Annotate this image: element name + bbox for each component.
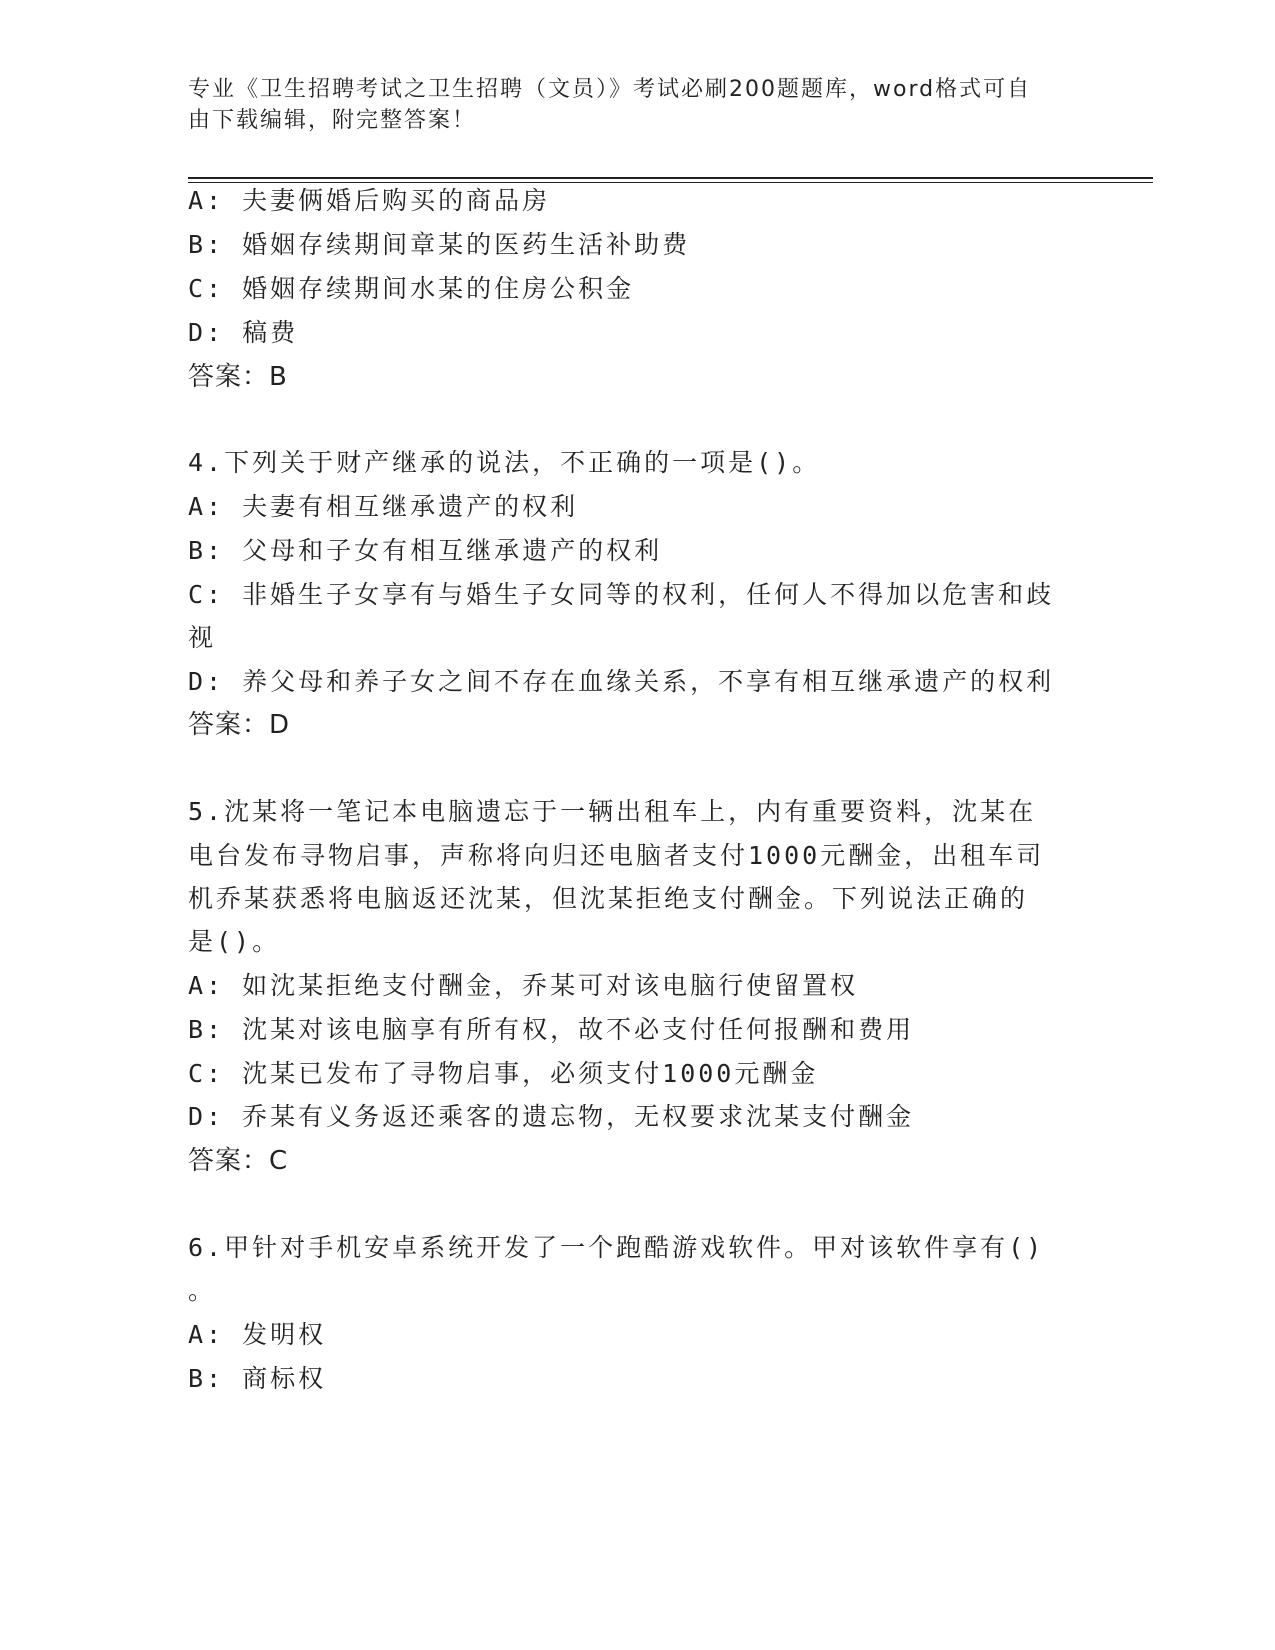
- q5-stem-line-1: 5.沈某将一笔记本电脑遗忘于一辆出租车上，内有重要资料，沈某在: [188, 797, 1037, 826]
- q4-stem: 4.下列关于财产继承的说法，不正确的一项是()。: [188, 448, 821, 477]
- document-header: [188, 74, 1068, 136]
- q5-answer: 答案：C: [188, 1146, 289, 1176]
- q4-option-d: D: 养父母和养子女之间不存在血缘关系，不享有相互继承遗产的权利: [188, 667, 1055, 696]
- q3-option-c: C: 婚姻存续期间水某的住房公积金: [188, 274, 635, 303]
- q3-option-d: D: 稿费: [188, 318, 299, 347]
- q3-answer: 答案：B: [188, 362, 288, 392]
- q3-option-b: B: 婚姻存续期间章某的医药生活补助费: [188, 230, 691, 259]
- q4-answer: 答案：D: [188, 710, 291, 740]
- q6-stem-line-1: 6.甲针对手机安卓系统开发了一个跑酷游戏软件。甲对该软件享有(): [188, 1233, 1045, 1262]
- q5-option-d: D: 乔某有义务返还乘客的遗忘物，无权要求沈某支付酬金: [188, 1102, 915, 1131]
- q4-option-c-line-2: 视: [188, 623, 217, 652]
- header-divider-thick: [188, 177, 1153, 179]
- q4-option-b: B: 父母和子女有相互继承遗产的权利: [188, 536, 663, 565]
- q4-option-a: A: 夫妻有相互继承遗产的权利: [188, 492, 579, 521]
- q5-stem-line-3: 机乔某获悉将电脑返还沈某，但沈某拒绝支付酬金。下列说法正确的: [188, 884, 1029, 913]
- q6-stem-line-2: 。: [188, 1276, 217, 1305]
- q3-option-a: A: 夫妻俩婚后购买的商品房: [188, 186, 551, 215]
- q5-stem-line-4: 是()。: [188, 927, 281, 956]
- q5-option-a: A: 如沈某拒绝支付酬金，乔某可对该电脑行使留置权: [188, 971, 859, 1000]
- q5-option-c: C: 沈某已发布了寻物启事，必须支付1000元酬金: [188, 1059, 819, 1088]
- q4-option-c-line-1: C: 非婚生子女享有与婚生子女同等的权利，任何人不得加以危害和歧: [188, 580, 1055, 609]
- q6-option-b: B: 商标权: [188, 1364, 327, 1393]
- header-line-1: 专业《卫生招聘考试之卫生招聘（文员）》考试必刷200题题库，word格式可自: [188, 77, 1032, 102]
- header-divider-thin: [188, 182, 1153, 183]
- q5-stem-line-2: 电台发布寻物启事，声称将向归还电脑者支付1000元酬金，出租车司: [188, 841, 1045, 870]
- q5-option-b: B: 沈某对该电脑享有所有权，故不必支付任何报酬和费用: [188, 1015, 915, 1044]
- q6-option-a: A: 发明权: [188, 1320, 327, 1349]
- header-line-2: 由下载编辑，附完整答案！: [188, 108, 477, 133]
